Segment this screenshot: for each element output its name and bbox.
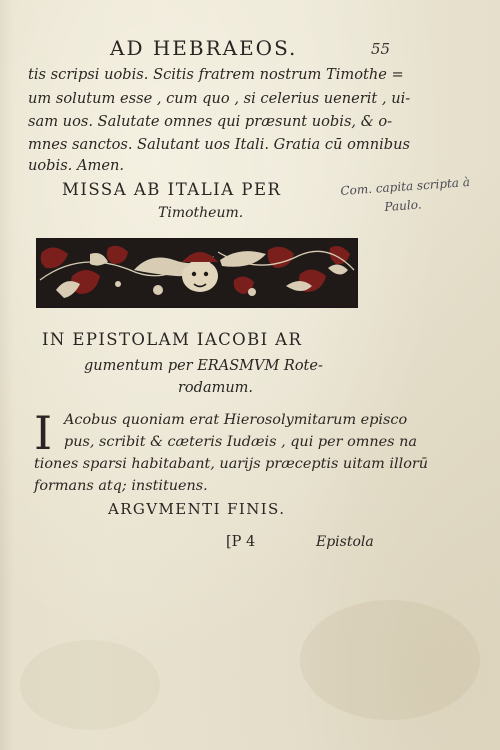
handwritten-note-line: Paulo. [384, 197, 422, 214]
text-line: tis scripsi uobis. Scitis fratrem nostrum Timothe = [28, 66, 404, 83]
ornament-image [38, 240, 356, 306]
handwritten-note-line: Com. capita scripta à [340, 174, 471, 198]
text-line: uobis. Amen. [28, 157, 125, 174]
argument-text-line: pus, scribit & cæteris Iudæis , qui per omnes na [64, 434, 417, 450]
paper-stain [300, 600, 480, 720]
argument-subtitle-line: rodamum. [178, 380, 254, 396]
text-line: mnes sanctos. Salutant uos Itali. Gratia cū omnibus [28, 136, 411, 153]
closing-title: MISSA AB ITALIA PER [62, 180, 282, 199]
argument-title: IN EPISTOLAM IACOBI AR [42, 330, 303, 349]
argument-finis: ARGVMENTI FINIS. [108, 500, 286, 518]
catchword: Epistola [316, 534, 374, 550]
running-head: AD HEBRAEOS. [110, 36, 298, 60]
argument-text-line: formans atq; instituens. [34, 478, 208, 494]
text-line: sam uos. Salutate omnes qui præsunt uobis, & o- [28, 113, 393, 130]
drop-cap: I [34, 406, 53, 460]
page-number: 55 [371, 40, 391, 58]
text-line: um solutum esse , cum quo , si celerius uenerit , ui- [28, 90, 411, 107]
signature-mark: [P 4 [226, 534, 256, 550]
argument-text-line: Acobus quoniam erat Hierosolymitarum episco [64, 412, 408, 428]
argument-text-line: tiones sparsi habitabant, uarijs præceptis uitam illorū [34, 456, 428, 472]
argument-subtitle-line: gumentum per ERASMVM Rote- [84, 358, 323, 374]
closing-subtitle: Timotheum. [158, 205, 244, 221]
woodcut-ornament [36, 238, 358, 308]
paper-stain [20, 640, 160, 730]
